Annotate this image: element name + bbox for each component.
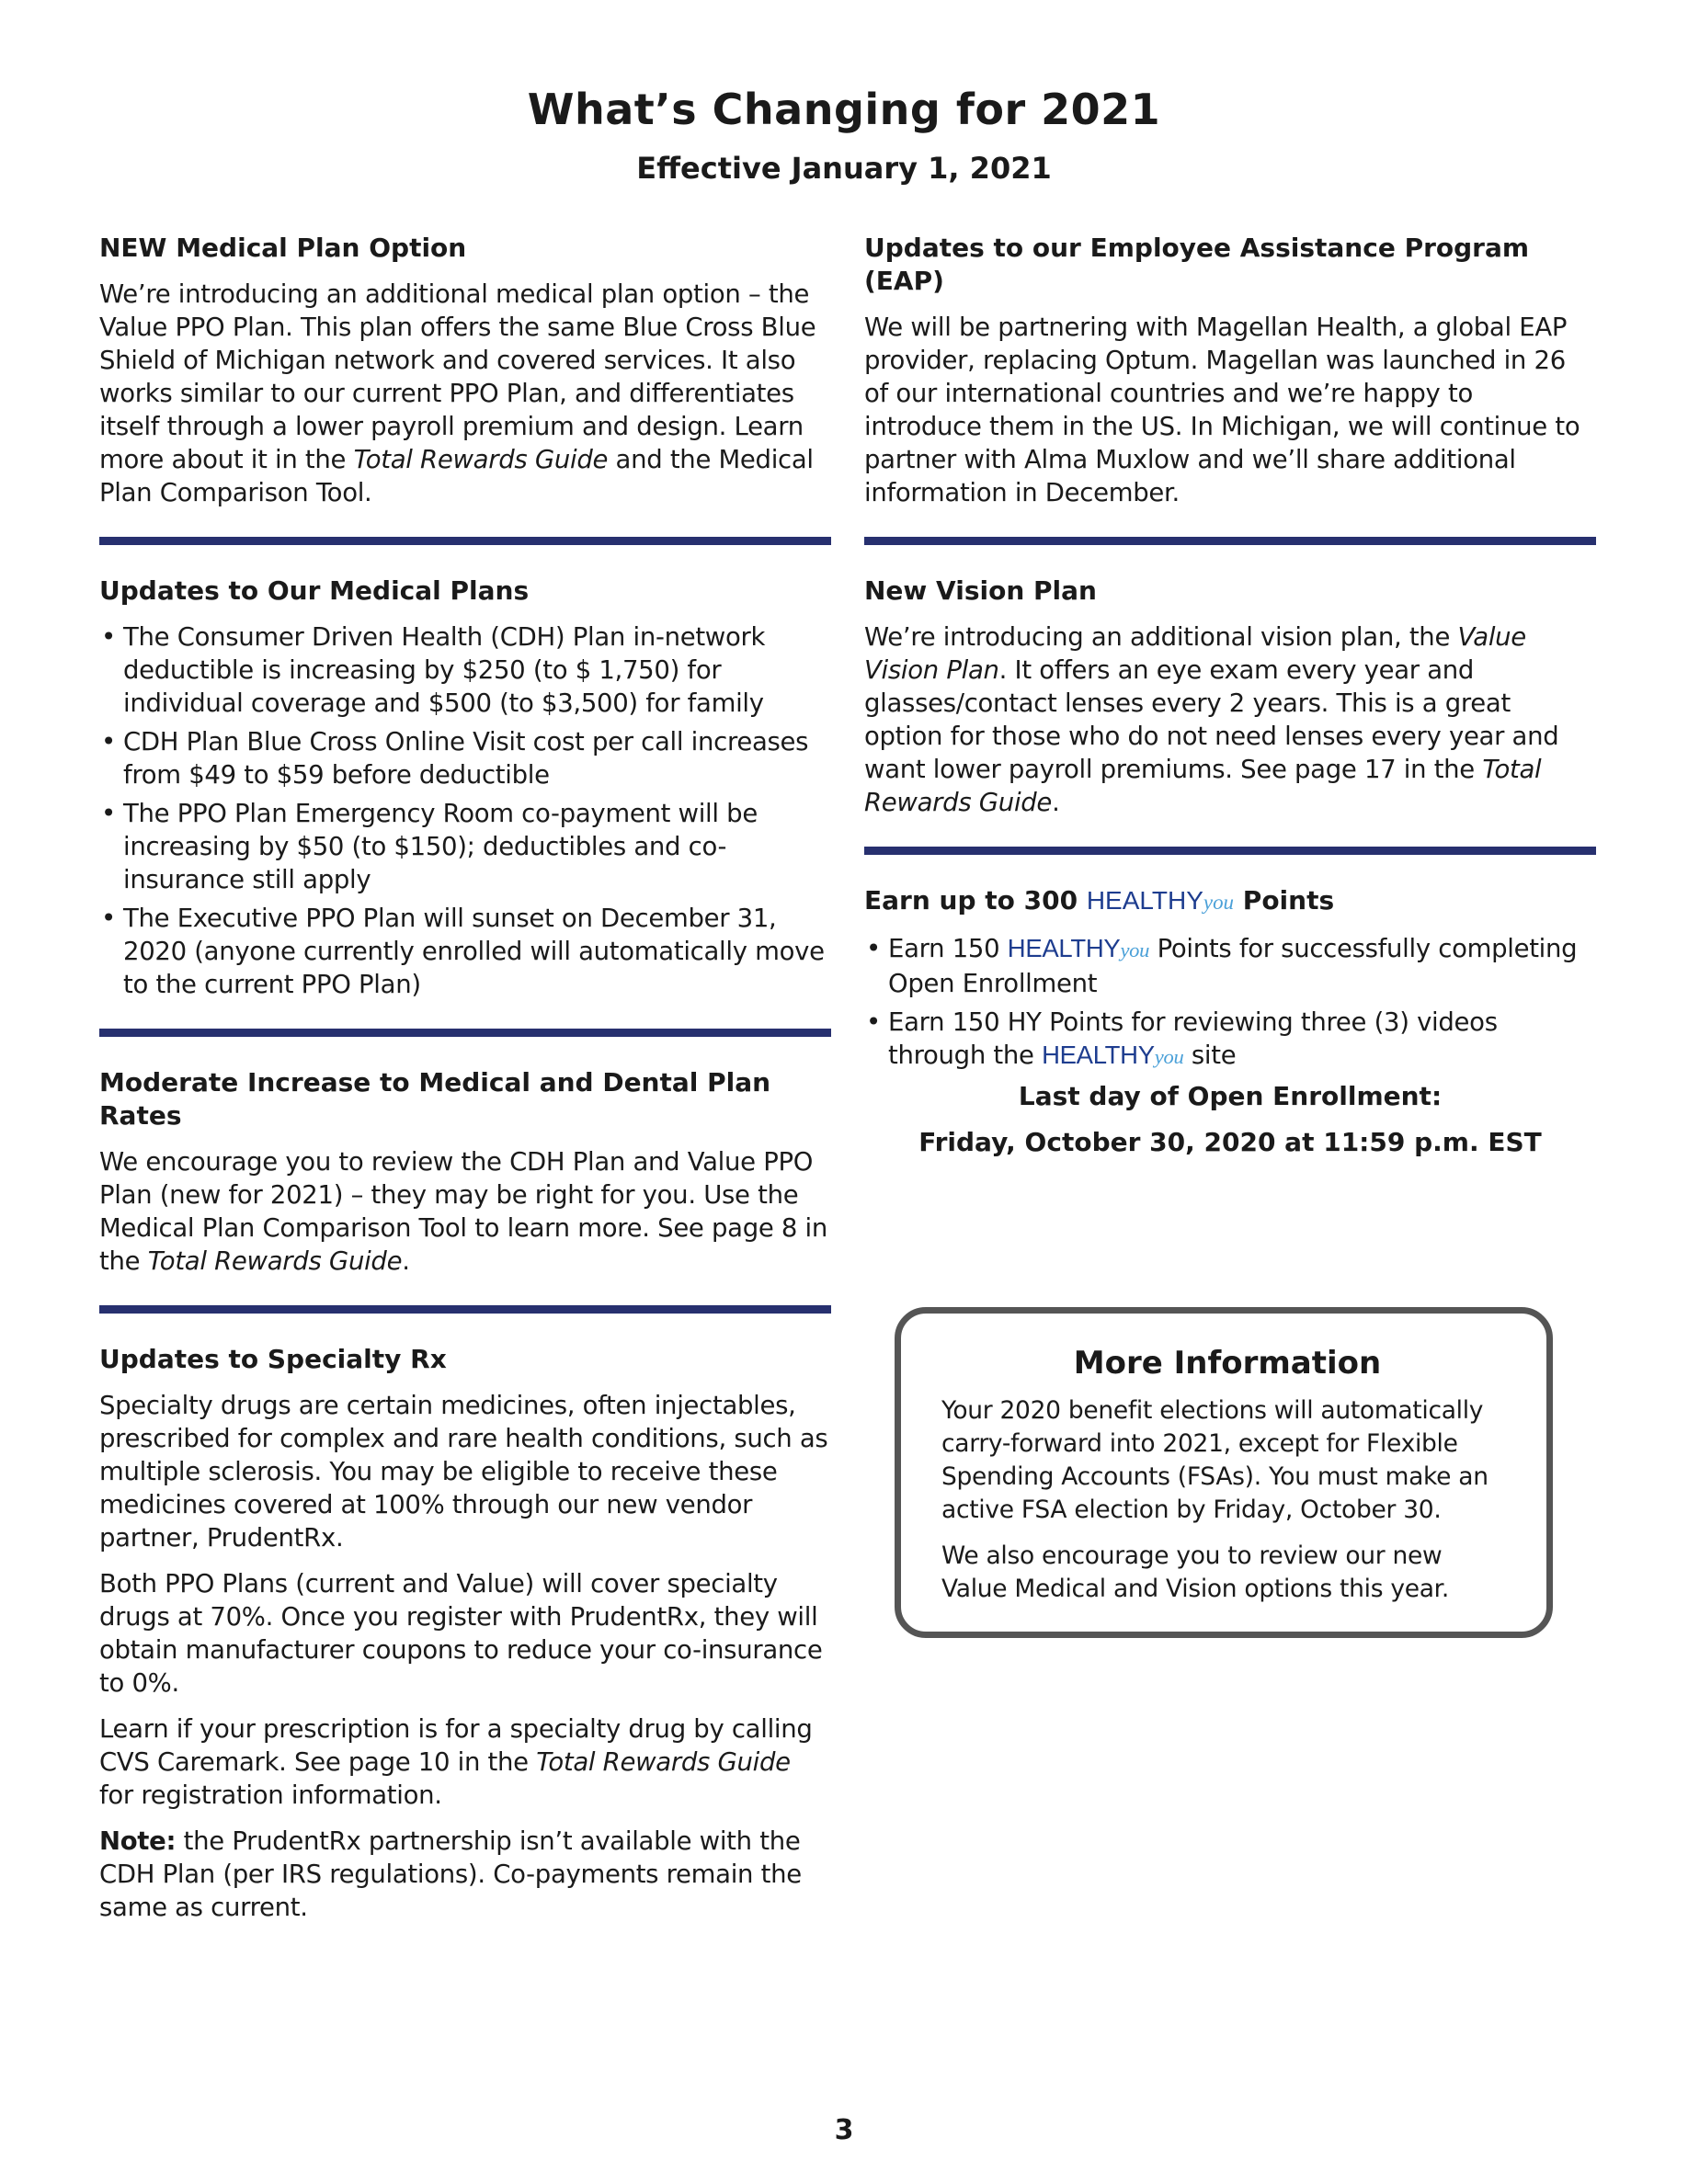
body-text: and the Medical Plan Comparison Tool.	[99, 445, 814, 507]
body-text: We encourage you to review the CDH Plan and Value PPO Plan (new for 2021) – they may be right for you. Use the Medical Plan Comparison Tool to learn more. See page 8 in the	[99, 1147, 828, 1276]
section-healthy-you-points	[864, 884, 1596, 1074]
note-text: the PrudentRx partnership isn’t available with the CDH Plan (per IRS regulations). Co-payments remain the same as current.	[99, 1826, 802, 1922]
section-divider	[864, 537, 1596, 545]
section-heading: Updates to our Employee Assistance Program (EAP)	[864, 233, 1530, 296]
healthy-you-logo	[1042, 1041, 1183, 1069]
bullet-list	[864, 932, 1596, 1074]
body-text: We’re introducing an additional vision plan, the	[864, 622, 1458, 652]
section-specialty-rx	[99, 1343, 831, 1924]
section-heading: NEW Medical Plan Option	[99, 233, 467, 263]
section-heading: Updates to Specialty Rx	[99, 1344, 447, 1374]
body-text: We’re introducing an additional medical plan option – the Value PPO Plan. This plan offers the same Blue Cross Blue Shield of Michigan network and covered services. It also works similar to our current PPO Plan, and differentiates itself through a lower payroll premium and design. Learn more about it in the	[99, 279, 816, 474]
section-new-medical-option	[99, 232, 831, 509]
list-item: • The Consumer Driven Health (CDH) Plan in-network deductible is increasing by $250 (to $ 1,750) for individual coverage and $500 (to $3,500) for family	[99, 620, 831, 720]
body-text: Learn if your prescription is for a specialty drug by calling CVS Caremark. See page 10 in the	[99, 1714, 813, 1777]
brand-you: you	[1154, 1045, 1184, 1068]
section-body: Specialty drugs are certain medicines, often injectables, prescribed for complex and rare health conditions, such as multiple sclerosis. You may be eligible to receive these medicines covered at 100% through our new vendor partner, PrudentRx.	[99, 1391, 828, 1553]
section-body	[99, 1712, 831, 1812]
section-rates	[99, 1066, 831, 1278]
guide-title: Total Rewards Guide	[147, 1246, 403, 1276]
body-text: . It offers an eye exam every year and glasses/contact lenses every 2 years. This is a great option for those who do not need lenses every year and want lower payroll premiums. See page 17 in the	[864, 655, 1559, 784]
section-body: Both PPO Plans (current and Value) will cover specialty drugs at 70%. Once you register with PrudentRx, they will obtain manufacturer coupons to reduce your co-insurance to 0%.	[99, 1569, 823, 1698]
section-body: We will be partnering with Magellan Health, a global EAP provider, replacing Optum. Magellan was launched in 26 of our international countries and we’re happy to introduce them in the US. In Michigan, we will continue to partner with Alma Muxlow and we’ll share additional information in December.	[864, 313, 1580, 507]
section-divider	[864, 847, 1596, 855]
section-heading: New Vision Plan	[864, 575, 1097, 606]
left-column	[99, 232, 831, 1937]
list-item	[864, 932, 1596, 1000]
note-label: Note:	[99, 1826, 177, 1856]
note-paragraph	[99, 1825, 831, 1924]
body-text: .	[402, 1246, 410, 1276]
section-eap	[864, 232, 1596, 509]
brand-word: HEALTHY	[1086, 886, 1203, 915]
brand-you: you	[1203, 891, 1235, 914]
healthy-you-logo	[1087, 886, 1234, 915]
page-subtitle: Effective January 1, 2021	[636, 151, 1052, 186]
section-divider	[99, 1305, 831, 1314]
more-information-body: Your 2020 benefit elections will automatically carry-forward into 2021, except for Flexible Spending Accounts (FSAs). You must make an active FSA election by Friday, October 30.	[941, 1396, 1488, 1524]
page-number: 3	[834, 2114, 854, 2146]
list-item: • The PPO Plan Emergency Room co-payment will be increasing by $50 (to $150); deductibles and co-insurance still apply	[99, 797, 831, 896]
bullet-list	[99, 620, 831, 1001]
list-item	[864, 1006, 1596, 1074]
guide-title: Total Rewards Guide	[536, 1747, 791, 1777]
plan-name: Value Vision Plan	[864, 622, 1526, 685]
body-text: for registration information.	[99, 1780, 442, 1810]
heading-text: Earn up to 300	[864, 885, 1087, 916]
more-information-title: More Information	[1073, 1345, 1382, 1382]
right-column	[864, 232, 1596, 1079]
page-title: What’s Changing for 2021	[527, 85, 1161, 134]
guide-title: Total Rewards Guide	[353, 445, 609, 474]
guide-title: Total Rewards Guide	[864, 755, 1542, 817]
item-text: Earn 150 HY Points for reviewing three (3) videos through the	[888, 1007, 1498, 1070]
item-text: site	[1183, 1041, 1237, 1070]
deadline-label: Last day of Open Enrollment:	[1018, 1081, 1443, 1111]
list-item: • CDH Plan Blue Cross Online Visit cost per call increases from $49 to $59 before deductible	[99, 725, 831, 791]
body-text: .	[1052, 788, 1060, 817]
section-divider	[99, 537, 831, 545]
section-divider	[99, 1029, 831, 1037]
section-vision	[864, 574, 1596, 819]
healthy-you-logo	[1008, 934, 1149, 962]
brand-word: HEALTHY	[1007, 934, 1121, 962]
section-heading	[864, 884, 1596, 919]
brand-word: HEALTHY	[1042, 1041, 1155, 1069]
section-body	[864, 620, 1596, 819]
item-text: Points for successfully completing Open Enrollment	[888, 934, 1578, 998]
more-information-body: We also encourage you to review our new Value Medical and Vision options this year.	[941, 1541, 1449, 1603]
section-medical-updates	[99, 574, 831, 1001]
section-body	[99, 278, 831, 509]
heading-text: Points	[1234, 885, 1335, 916]
item-text: Earn 150	[888, 934, 1008, 963]
section-heading: Moderate Increase to Medical and Dental Plan Rates	[99, 1067, 771, 1131]
section-heading: Updates to Our Medical Plans	[99, 575, 530, 606]
section-body	[99, 1145, 831, 1278]
more-information-box	[895, 1307, 1553, 1638]
list-item: • The Executive PPO Plan will sunset on December 31, 2020 (anyone currently enrolled will automatically move to the current PPO Plan)	[99, 902, 831, 1001]
deadline-date: Friday, October 30, 2020 at 11:59 p.m. EST	[918, 1127, 1542, 1157]
brand-you: you	[1120, 938, 1150, 961]
